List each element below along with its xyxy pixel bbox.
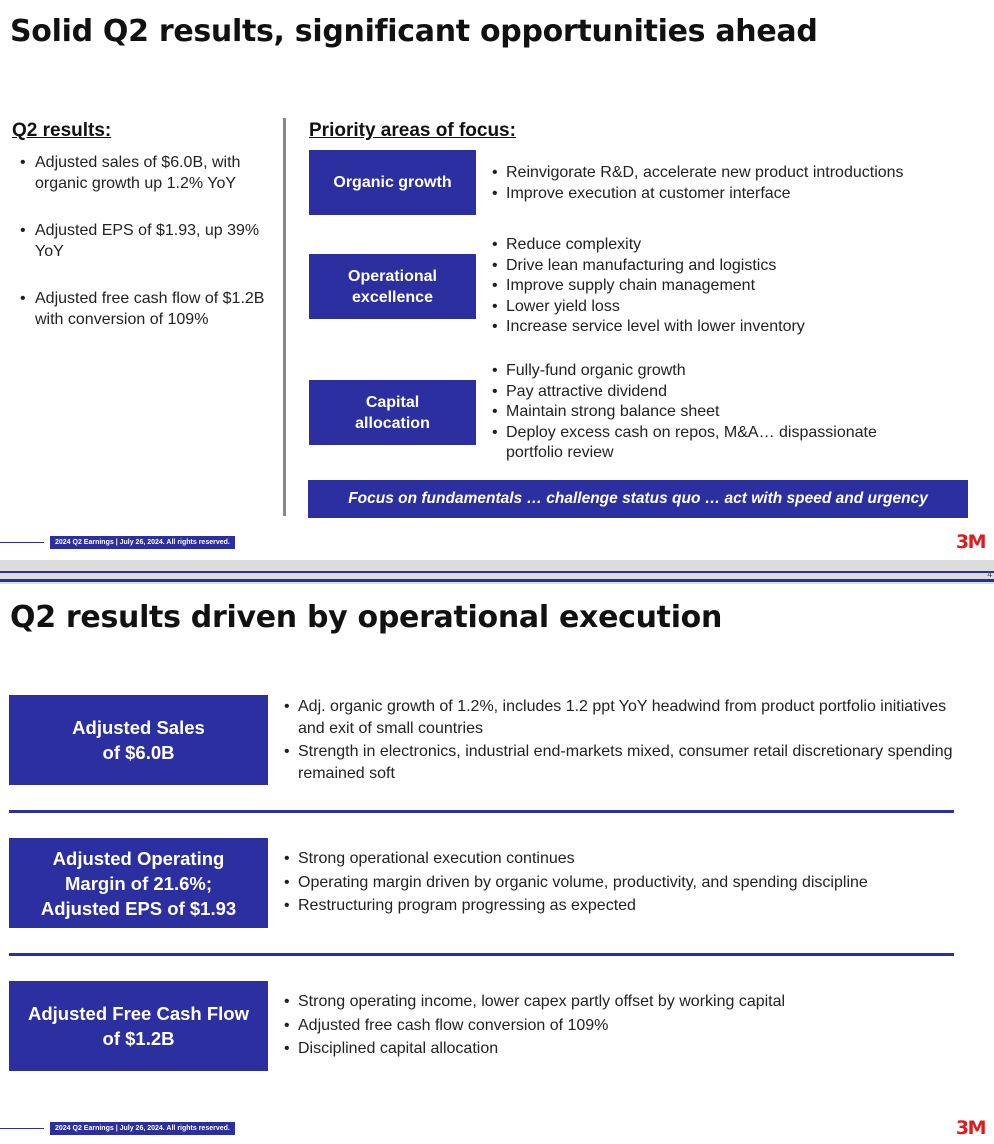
focus-list-organic-growth bbox=[492, 163, 962, 204]
focus-list-capital-allocation bbox=[492, 361, 932, 464]
metric-box-operating-margin-eps: Adjusted Operating Margin of 21.6%; Adjusted EPS of $1.93 bbox=[9, 838, 268, 928]
footer-tag: 2024 Q2 Earnings | July 26, 2024. All rights reserved. bbox=[50, 1122, 235, 1135]
metric-point: • Restructuring program progressing as expected bbox=[284, 895, 954, 917]
q2-results-list bbox=[20, 152, 270, 356]
q2-result-item: • Adjusted sales of $6.0B, with organic growth up 1.2% YoY bbox=[20, 152, 270, 194]
priority-heading: Priority areas of focus: bbox=[309, 120, 516, 141]
metric-list-adjusted-sales bbox=[284, 696, 954, 786]
section-separator bbox=[9, 953, 954, 956]
focus-box-operational-excellence: Operational excellence bbox=[309, 254, 476, 319]
focus-banner: Focus on fundamentals … challenge status quo … act with speed and urgency bbox=[308, 480, 968, 518]
slide-1 bbox=[0, 0, 994, 560]
footer-line bbox=[0, 542, 44, 543]
metric-point: • Adj. organic growth of 1.2%, includes 1.2 ppt YoY headwind from product portfolio initiatives and exit of small countries bbox=[284, 696, 954, 739]
metric-point: • Operating margin driven by organic volume, productivity, and spending discipline bbox=[284, 872, 954, 894]
focus-point: • Reduce complexity bbox=[492, 235, 962, 256]
focus-point: • Increase service level with lower inventory bbox=[492, 317, 962, 338]
metric-point: • Strong operational execution continues bbox=[284, 848, 954, 870]
slide-title: Solid Q2 results, significant opportunities ahead bbox=[10, 14, 818, 49]
focus-point: • Deploy excess cash on repos, M&A… dispassionate portfolio review bbox=[492, 423, 932, 464]
metric-point: • Strong operating income, lower capex partly offset by working capital bbox=[284, 991, 954, 1013]
focus-list-operational-excellence bbox=[492, 235, 962, 338]
slide-title: Q2 results driven by operational execution bbox=[10, 600, 723, 635]
metric-list-operating-margin-eps bbox=[284, 848, 954, 919]
metric-list-free-cash-flow bbox=[284, 991, 954, 1062]
3m-logo: 3M bbox=[955, 531, 985, 553]
slide-divider bbox=[0, 560, 994, 584]
metric-point: • Disciplined capital allocation bbox=[284, 1038, 954, 1060]
metric-point: • Adjusted free cash flow conversion of 109% bbox=[284, 1015, 954, 1037]
q2-results-heading: Q2 results: bbox=[12, 120, 112, 141]
divider-line bbox=[0, 571, 994, 573]
metric-box-adjusted-sales: Adjusted Sales of $6.0B bbox=[9, 695, 268, 785]
3m-logo: 3M bbox=[955, 1117, 985, 1139]
focus-point: • Improve supply chain management bbox=[492, 276, 962, 297]
metric-box-free-cash-flow: Adjusted Free Cash Flow of $1.2B bbox=[9, 981, 268, 1071]
focus-point: • Fully-fund organic growth bbox=[492, 361, 932, 382]
vertical-divider bbox=[283, 118, 286, 516]
slide-2 bbox=[0, 584, 994, 1144]
focus-point: • Drive lean manufacturing and logistics bbox=[492, 256, 962, 277]
section-separator bbox=[9, 810, 954, 813]
focus-point: • Lower yield loss bbox=[492, 297, 962, 318]
page-number: 4 bbox=[987, 570, 992, 579]
focus-box-organic-growth: Organic growth bbox=[309, 150, 476, 215]
focus-point: • Reinvigorate R&D, accelerate new product introductions bbox=[492, 163, 962, 184]
q2-result-item: • Adjusted EPS of $1.93, up 39% YoY bbox=[20, 220, 270, 262]
focus-box-capital-allocation: Capital allocation bbox=[309, 380, 476, 445]
focus-point: • Improve execution at customer interface bbox=[492, 184, 962, 205]
metric-point: • Strength in electronics, industrial end-markets mixed, consumer retail discretionary spending remained soft bbox=[284, 741, 954, 784]
footer-line bbox=[0, 1128, 44, 1129]
divider-line bbox=[0, 579, 994, 582]
q2-result-item: • Adjusted free cash flow of $1.2B with conversion of 109% bbox=[20, 288, 270, 330]
footer-tag: 2024 Q2 Earnings | July 26, 2024. All rights reserved. bbox=[50, 536, 235, 549]
focus-point: • Pay attractive dividend bbox=[492, 382, 932, 403]
focus-point: • Maintain strong balance sheet bbox=[492, 402, 932, 423]
